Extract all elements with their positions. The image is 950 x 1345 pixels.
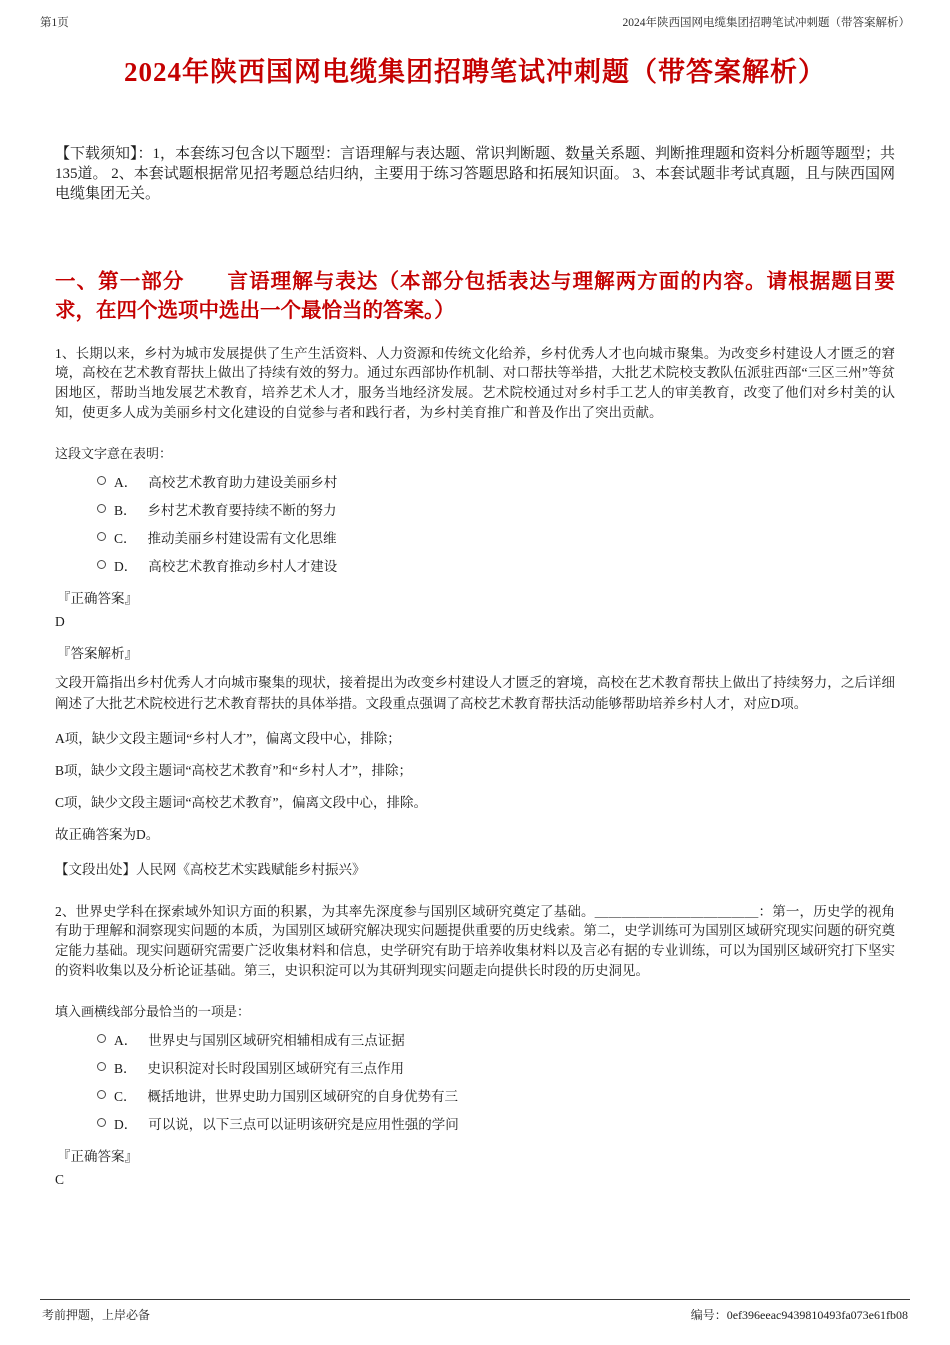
- option-text: 概括地讲，世界史助力国别区域研究的自身优势有三: [147, 1088, 459, 1104]
- correct-answer-label: 『正确答案』: [57, 590, 138, 606]
- section-heading: 一、第一部分 言语理解与表达（本部分包括表达与理解两方面的内容。请根据题目要求，在四个选项中选出一个最恰当的答案。）: [55, 271, 895, 323]
- radio-icon[interactable]: [97, 1118, 106, 1127]
- question-2: [55, 902, 895, 1188]
- radio-icon[interactable]: [97, 504, 106, 513]
- passage-source: 【文段出处】人民网《高校艺术实践赋能乡村振兴》: [55, 861, 366, 877]
- document-title: 2024年陕西国网电缆集团招聘笔试冲刺题（带答案解析）: [124, 57, 826, 87]
- option-text: 推动美丽乡村建设需有文化思维: [147, 530, 337, 546]
- question-1-option-b[interactable]: [97, 499, 895, 519]
- question-2-stem: 2、世界史学科在探索域外知识方面的积累，为其率先深度参与国别区域研究奠定了基础。＿＿＿＿＿＿＿＿＿＿＿＿：第一，历史学的视角有助于理解和洞察现实问题的本质，为国别区域研究解决现实问题提供重要的历史线索。第二，史学训练可为国别区域研究现实问题的研究奠定能力基础。现实问题研究需要广泛收集材料和信息，史学研究有助于培养收集材料以及言必有据的专业训练，可以为国别区域研究打下坚实的资料收集以及分析论证基础。第三，史识积淀可以为其研判现实问题走向提供长时段的历史洞见。: [55, 903, 895, 978]
- analysis-item-c: C项，缺少文段主题词“高校艺术教育”，偏离文段中心，排除。: [55, 794, 427, 810]
- footer-id-label: 编号：: [690, 1308, 727, 1322]
- analysis-label: 『答案解析』: [57, 645, 138, 661]
- option-label: D．: [114, 558, 138, 574]
- download-notice: 【下载须知】：1，本套练习包含以下题型：言语理解与表达题、常识判断题、数量关系题、判断推理题和资料分析题等题型；共135道。 2、本套试题根据常见招考题总结归纳，主要用于练习答题思路和拓展知识面。 3、本套试题非考试真题，且与陕西国网电缆集团无关。: [55, 146, 896, 202]
- option-label: D．: [114, 1116, 138, 1132]
- option-text: 高校艺术教育助力建设美丽乡村: [148, 474, 338, 490]
- radio-icon[interactable]: [97, 1090, 106, 1099]
- option-label: A．: [114, 1032, 138, 1048]
- question-2-prompt: 填入画横线部分最恰当的一项是：: [55, 1003, 251, 1019]
- option-text: 可以说，以下三点可以证明该研究是应用性强的学问: [148, 1116, 459, 1132]
- question-2-option-a[interactable]: [97, 1029, 895, 1049]
- radio-icon[interactable]: [97, 560, 106, 569]
- question-1-options: [97, 471, 895, 575]
- correct-answer-label: 『正确答案』: [57, 1148, 138, 1164]
- question-2-option-d[interactable]: [97, 1113, 895, 1133]
- question-1-option-d[interactable]: [97, 555, 895, 575]
- radio-icon[interactable]: [97, 532, 106, 541]
- page-footer: [40, 1299, 910, 1323]
- question-2-option-b[interactable]: [97, 1057, 895, 1077]
- page-content: [40, 50, 910, 1188]
- option-label: C．: [114, 530, 137, 546]
- question-1-option-a[interactable]: [97, 471, 895, 491]
- option-label: A．: [114, 474, 138, 490]
- analysis-conclusion: 故正确答案为D。: [55, 826, 160, 842]
- question-1-option-c[interactable]: [97, 527, 895, 547]
- question-2-option-c[interactable]: [97, 1085, 895, 1105]
- correct-answer-value: C: [55, 1171, 65, 1187]
- option-label: B．: [114, 502, 137, 518]
- page-header: [40, 14, 910, 30]
- radio-icon[interactable]: [97, 1062, 106, 1071]
- option-text: 高校艺术教育推动乡村人才建设: [148, 558, 338, 574]
- option-label: B．: [114, 1060, 137, 1076]
- header-doc-title: 2024年陕西国网电缆集团招聘笔试冲刺题（带答案解析）: [622, 17, 910, 29]
- option-text: 世界史与国别区域研究相辅相成有三点证据: [148, 1032, 405, 1048]
- question-1: [55, 344, 895, 878]
- footer-id-value: 0ef396eeac9439810493fa073e61fb08: [726, 1308, 908, 1322]
- analysis-paragraph: 文段开篇指出乡村优秀人才向城市聚集的现状，接着提出为改变乡村建设人才匮乏的窘境，高校在艺术教育帮扶上做出了持续努力，之后详细阐述了大批艺术院校进行艺术教育帮扶的具体举措。文段重点强调了高校艺术教育帮扶活动能够帮助培养乡村人才，对应D项。: [55, 674, 895, 712]
- radio-icon[interactable]: [97, 1034, 106, 1043]
- option-label: C．: [114, 1088, 137, 1104]
- footer-slogan: 考前押题，上岸必备: [42, 1308, 151, 1322]
- footer-document-id: [691, 1306, 908, 1323]
- question-2-options: [97, 1029, 895, 1133]
- analysis-item-a: A项，缺少文段主题词“乡村人才”，偏离文段中心，排除；: [55, 730, 401, 746]
- analysis-item-b: B项，缺少文段主题词“高校艺术教育”和“乡村人才”，排除；: [55, 762, 412, 778]
- option-text: 乡村艺术教育要持续不断的努力: [147, 502, 337, 518]
- header-page-number: 第1页: [40, 17, 69, 29]
- radio-icon[interactable]: [97, 476, 106, 485]
- question-1-prompt: 这段文字意在表明：: [55, 445, 173, 461]
- option-text: 史识积淀对长时段国别区域研究有三点作用: [147, 1060, 405, 1076]
- question-1-stem: 1、长期以来，乡村为城市发展提供了生产生活资料、人力资源和传统文化给养，乡村优秀人才也向城市聚集。为改变乡村建设人才匮乏的窘境，高校在艺术教育帮扶上做出了持续有效的努力。通过东西部协作机制、对口帮扶等举措，大批艺术院校支教队伍派驻西部“三区三州”等贫困地区，帮助当地发展艺术教育，培养艺术人才，服务当地经济发展。艺术院校通过对乡村手工艺人的审美教育，改变了他们对乡村美的认知，使更多人成为美丽乡村文化建设的自觉参与者和践行者，为乡村美育推广和普及作出了突出贡献。: [55, 345, 895, 420]
- correct-answer-value: D: [55, 613, 65, 629]
